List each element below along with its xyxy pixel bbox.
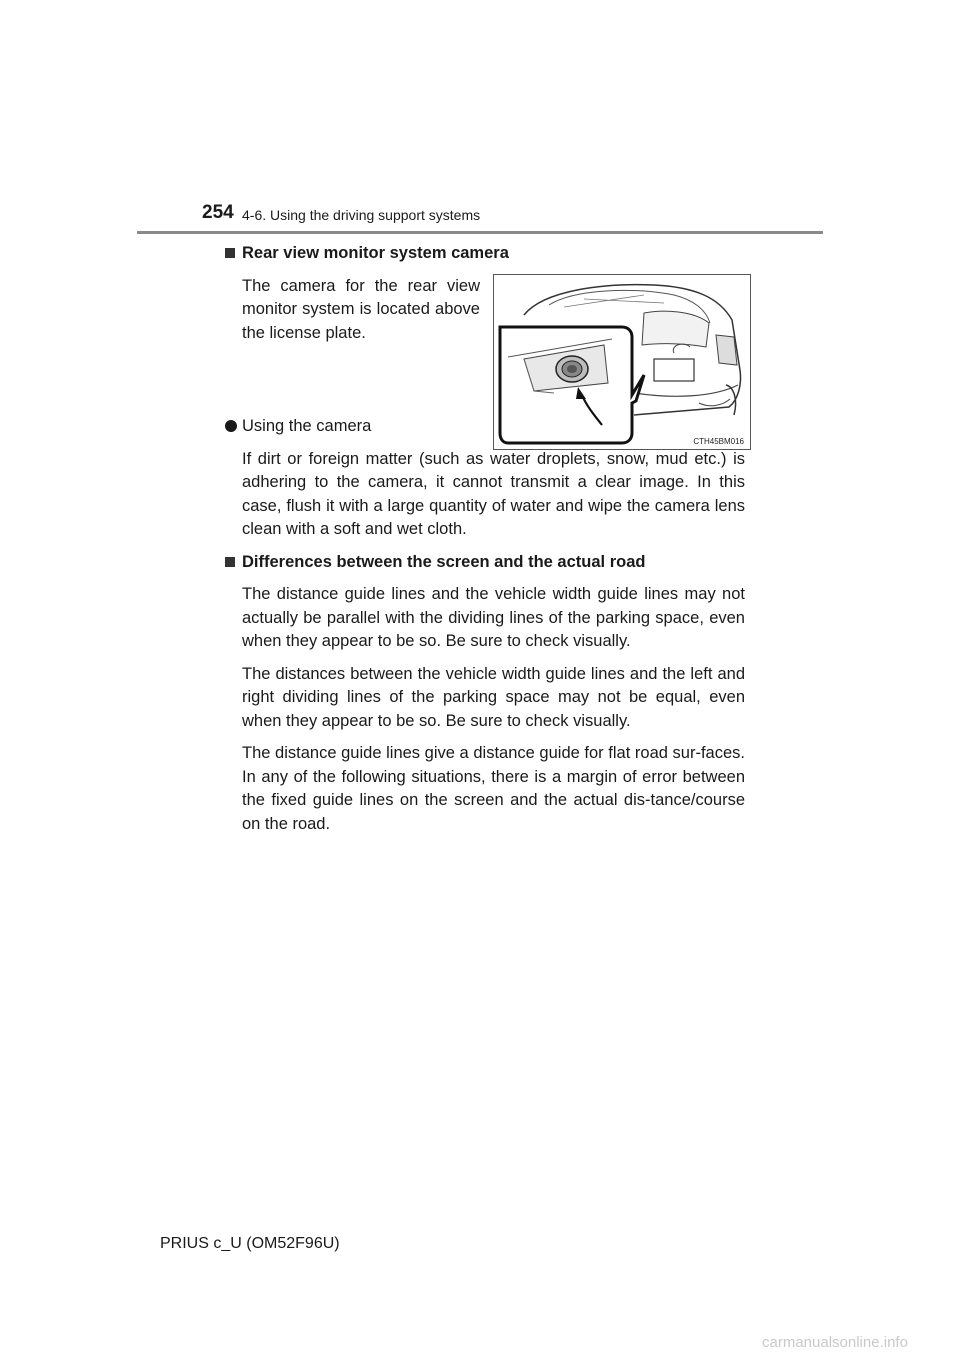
camera-location-figure [493, 274, 751, 450]
camera-heading-text: Rear view monitor system camera [242, 244, 509, 262]
page-footer: PRIUS c_U (OM52F96U) [160, 1235, 340, 1252]
differences-paragraph-2: The distances between the vehicle width guide lines and the left and right dividing lines of the parking space may not be equal, even when they appear to be so. Be sure to check visually. [242, 664, 745, 730]
car-rear-illustration [494, 275, 750, 449]
page-number: 254 [202, 202, 234, 223]
watermark: carmanualsonline.info [762, 1334, 908, 1351]
bullet-title: Using the camera [242, 417, 372, 435]
section-title: 4-6. Using the driving support systems [242, 207, 481, 223]
camera-intro: The camera for the rear view monitor system is located above the license plate. [242, 276, 480, 342]
differences-paragraph-3: The distance guide lines give a distance guide for flat road sur-faces. In any of the following situations, there is a margin of error between the fixed guide lines on the screen and the actual dis-tance/course on the road. [242, 744, 745, 833]
header-divider [137, 231, 823, 234]
differences-paragraph-1: The distance guide lines and the vehicle width guide lines may not actually be parallel with the dividing lines of the parking space, even when they appear to be so. Be sure to check visually. [242, 585, 745, 650]
round-bullet-icon [225, 420, 237, 432]
differences-heading-text: Differences between the screen and the actual road [242, 552, 646, 571]
differences-heading [225, 551, 745, 575]
figure-code: CTH45BM016 [693, 437, 744, 446]
camera-heading [225, 242, 745, 266]
camera-care-paragraph: If dirt or foreign matter (such as water droplets, snow, mud etc.) is adhering to the camera, it cannot transmit a clear image. In this case, flush it with a large quantity of water and wipe the camera lens clean with a soft and wet cloth. [242, 449, 745, 538]
square-bullet-icon [225, 557, 235, 567]
square-bullet-icon [225, 248, 235, 258]
